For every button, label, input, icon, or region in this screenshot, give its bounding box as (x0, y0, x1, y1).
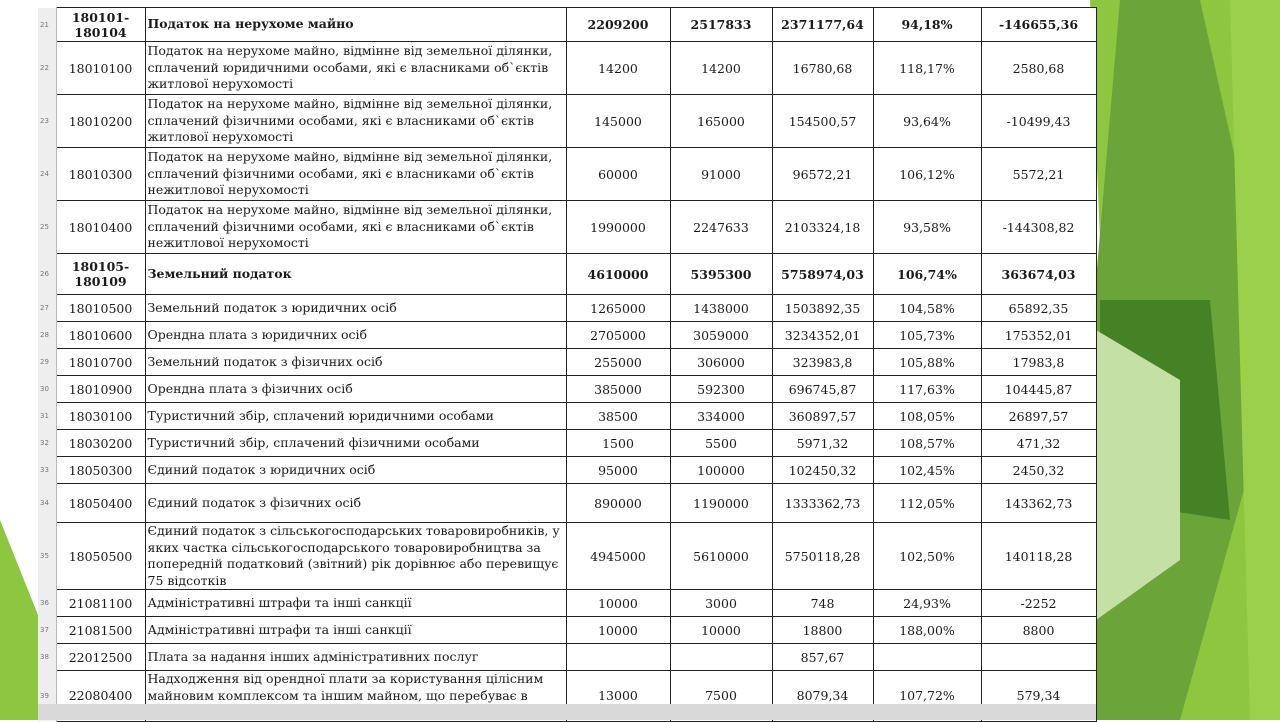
deviation-cell[interactable]: 175352,01 (981, 322, 1096, 349)
annual-plan-cell[interactable]: 2209200 (566, 8, 670, 42)
period-plan-cell[interactable]: 592300 (670, 376, 772, 403)
deviation-cell[interactable] (981, 644, 1096, 671)
row-number: 29 (38, 349, 56, 376)
income-name-cell[interactable]: Адміністративні штрафи та інші санкції (145, 590, 566, 617)
annual-plan-cell[interactable]: 1265000 (566, 295, 670, 322)
percent-cell[interactable]: 105,88% (873, 349, 981, 376)
deviation-cell[interactable]: 26897,57 (981, 403, 1096, 430)
actual-cell[interactable]: 18800 (772, 617, 873, 644)
annual-plan-cell[interactable]: 1500 (566, 430, 670, 457)
table-row (38, 403, 1096, 430)
row-number: 23 (38, 95, 56, 148)
budget-code-cell[interactable]: 18030100 (56, 403, 145, 430)
budget-code-cell[interactable]: 22080400 (56, 671, 145, 722)
income-name-cell[interactable]: Туристичний збір, сплачений фізичними особами (145, 430, 566, 457)
row-number: 38 (38, 644, 56, 671)
actual-cell[interactable]: 696745,87 (772, 376, 873, 403)
actual-cell[interactable]: 1503892,35 (772, 295, 873, 322)
deviation-cell[interactable]: 579,34 (981, 671, 1096, 722)
deviation-cell[interactable]: 65892,35 (981, 295, 1096, 322)
actual-cell[interactable]: 16780,68 (772, 42, 873, 95)
annual-plan-cell[interactable]: 10000 (566, 590, 670, 617)
row-number: 30 (38, 376, 56, 403)
deviation-cell[interactable]: 104445,87 (981, 376, 1096, 403)
row-number: 34 (38, 484, 56, 523)
table-row (38, 254, 1096, 295)
actual-cell[interactable]: 323983,8 (772, 349, 873, 376)
income-name-cell[interactable]: Надходження від орендної плати за користування цілісним майновим комплексом та іншим майном, що перебуває в (145, 671, 566, 722)
budget-code-cell[interactable]: 18050500 (56, 523, 145, 590)
income-name-cell[interactable]: Земельний податок (145, 254, 566, 295)
row-number: 33 (38, 457, 56, 484)
row-number: 28 (38, 322, 56, 349)
percent-cell[interactable]: 108,05% (873, 403, 981, 430)
budget-code-cell[interactable]: 180105-180109 (56, 254, 145, 295)
row-number: 39 (38, 671, 56, 722)
annual-plan-cell[interactable]: 14200 (566, 42, 670, 95)
row-number: 22 (38, 42, 56, 95)
income-name-cell[interactable]: Єдиний податок з фізичних осіб (145, 484, 566, 523)
deviation-cell[interactable]: 140118,28 (981, 523, 1096, 590)
deviation-cell[interactable]: -10499,43 (981, 95, 1096, 148)
row-number: 35 (38, 523, 56, 590)
income-name-cell[interactable]: Плата за надання інших адміністративних послуг (145, 644, 566, 671)
percent-cell[interactable]: 106,74% (873, 254, 981, 295)
row-number: 26 (38, 254, 56, 295)
budget-code-cell[interactable]: 18050400 (56, 484, 145, 523)
table-row (38, 617, 1096, 644)
actual-cell[interactable]: 154500,57 (772, 95, 873, 148)
income-name-cell[interactable]: Адміністративні штрафи та інші санкції (145, 617, 566, 644)
table-row (38, 95, 1096, 148)
income-name-cell[interactable]: Єдиний податок з юридичних осіб (145, 457, 566, 484)
table-row (38, 148, 1096, 201)
actual-cell[interactable]: 2103324,18 (772, 201, 873, 254)
period-plan-cell[interactable]: 14200 (670, 42, 772, 95)
budget-code-cell[interactable]: 21081500 (56, 617, 145, 644)
annual-plan-cell[interactable]: 13000 (566, 671, 670, 722)
actual-cell[interactable]: 857,67 (772, 644, 873, 671)
period-plan-cell[interactable]: 2247633 (670, 201, 772, 254)
budget-code-cell[interactable]: 18010700 (56, 349, 145, 376)
table-body (38, 8, 1096, 722)
period-plan-cell[interactable]: 10000 (670, 617, 772, 644)
income-name-cell[interactable]: Податок на нерухоме майно, відмінне від земельної ділянки, сплачений фізичними особами, які є власниками об`єктів нежитлової нерухомості (145, 148, 566, 201)
table-row (38, 322, 1096, 349)
actual-cell[interactable]: 748 (772, 590, 873, 617)
actual-cell[interactable]: 2371177,64 (772, 8, 873, 42)
sheet-bottom-strip (38, 704, 1096, 720)
table-row (38, 376, 1096, 403)
percent-cell[interactable]: 106,12% (873, 148, 981, 201)
income-name-cell[interactable]: Земельний податок з юридичних осіб (145, 295, 566, 322)
actual-cell[interactable]: 1333362,73 (772, 484, 873, 523)
period-plan-cell[interactable]: 334000 (670, 403, 772, 430)
period-plan-cell[interactable]: 306000 (670, 349, 772, 376)
table-row (38, 484, 1096, 523)
period-plan-cell[interactable]: 5500 (670, 430, 772, 457)
budget-code-cell[interactable]: 180101-180104 (56, 8, 145, 42)
table-row (38, 8, 1096, 42)
table-row (38, 295, 1096, 322)
budget-code-cell[interactable]: 18010600 (56, 322, 145, 349)
income-name-cell[interactable]: Податок на нерухоме майно (145, 8, 566, 42)
period-plan-cell[interactable]: 3059000 (670, 322, 772, 349)
table-row (38, 430, 1096, 457)
percent-cell[interactable]: 93,64% (873, 95, 981, 148)
percent-cell[interactable]: 188,00% (873, 617, 981, 644)
budget-code-cell[interactable]: 18030200 (56, 430, 145, 457)
annual-plan-cell[interactable]: 95000 (566, 457, 670, 484)
income-name-cell[interactable]: Податок на нерухоме майно, відмінне від земельної ділянки, сплачений фізичними особами, які є власниками об`єктів житлової нерухомості (145, 95, 566, 148)
deviation-cell[interactable]: -144308,82 (981, 201, 1096, 254)
spreadsheet-area (38, 7, 1096, 704)
deviation-cell[interactable]: 143362,73 (981, 484, 1096, 523)
table-row (38, 457, 1096, 484)
percent-cell[interactable]: 105,73% (873, 322, 981, 349)
table-row (38, 644, 1096, 671)
budget-code-cell[interactable]: 18010900 (56, 376, 145, 403)
period-plan-cell[interactable]: 7500 (670, 671, 772, 722)
annual-plan-cell[interactable]: 1990000 (566, 201, 670, 254)
row-number: 36 (38, 590, 56, 617)
budget-code-cell[interactable]: 21081100 (56, 590, 145, 617)
percent-cell[interactable]: 108,57% (873, 430, 981, 457)
percent-cell[interactable]: 117,63% (873, 376, 981, 403)
actual-cell[interactable]: 360897,57 (772, 403, 873, 430)
deviation-cell[interactable]: 471,32 (981, 430, 1096, 457)
row-number: 21 (38, 8, 56, 42)
percent-cell[interactable] (873, 644, 981, 671)
income-name-cell[interactable]: Орендна плата з фізичних осіб (145, 376, 566, 403)
period-plan-cell[interactable]: 1438000 (670, 295, 772, 322)
deviation-cell[interactable]: 2450,32 (981, 457, 1096, 484)
annual-plan-cell[interactable]: 10000 (566, 617, 670, 644)
table-row (38, 201, 1096, 254)
annual-plan-cell[interactable]: 255000 (566, 349, 670, 376)
table-row (38, 523, 1096, 590)
percent-cell[interactable]: 24,93% (873, 590, 981, 617)
table-row (38, 42, 1096, 95)
income-name-cell[interactable]: Туристичний збір, сплачений юридичними особами (145, 403, 566, 430)
budget-code-cell[interactable]: 22012500 (56, 644, 145, 671)
budget-code-cell[interactable]: 18010400 (56, 201, 145, 254)
percent-cell[interactable]: 93,58% (873, 201, 981, 254)
income-name-cell[interactable]: Орендна плата з юридичних осіб (145, 322, 566, 349)
income-name-cell[interactable]: Податок на нерухоме майно, відмінне від земельної ділянки, сплачений юридичними особами, які є власниками об`єктів житлової нерухомості (145, 42, 566, 95)
budget-code-cell[interactable]: 18010300 (56, 148, 145, 201)
row-number: 32 (38, 430, 56, 457)
period-plan-cell[interactable]: 165000 (670, 95, 772, 148)
table-row (38, 590, 1096, 617)
deviation-cell[interactable]: 2580,68 (981, 42, 1096, 95)
period-plan-cell[interactable]: 91000 (670, 148, 772, 201)
deviation-cell[interactable]: -146655,36 (981, 8, 1096, 42)
deviation-cell[interactable]: 8800 (981, 617, 1096, 644)
actual-cell[interactable]: 96572,21 (772, 148, 873, 201)
period-plan-cell[interactable]: 2517833 (670, 8, 772, 42)
budget-code-cell[interactable]: 18010500 (56, 295, 145, 322)
percent-cell[interactable]: 104,58% (873, 295, 981, 322)
row-number: 27 (38, 295, 56, 322)
period-plan-cell[interactable] (670, 644, 772, 671)
percent-cell[interactable]: 107,72% (873, 671, 981, 722)
deviation-cell[interactable]: -2252 (981, 590, 1096, 617)
annual-plan-cell[interactable] (566, 644, 670, 671)
deviation-cell[interactable]: 5572,21 (981, 148, 1096, 201)
table-row (38, 349, 1096, 376)
actual-cell[interactable]: 102450,32 (772, 457, 873, 484)
actual-cell[interactable]: 5971,32 (772, 430, 873, 457)
budget-code-cell[interactable]: 18050300 (56, 457, 145, 484)
deviation-cell[interactable]: 17983,8 (981, 349, 1096, 376)
annual-plan-cell[interactable]: 385000 (566, 376, 670, 403)
percent-cell[interactable]: 118,17% (873, 42, 981, 95)
actual-cell[interactable]: 5758974,03 (772, 254, 873, 295)
percent-cell[interactable]: 94,18% (873, 8, 981, 42)
period-plan-cell[interactable]: 100000 (670, 457, 772, 484)
income-name-cell[interactable]: Податок на нерухоме майно, відмінне від земельної ділянки, сплачений фізичними особами, які є власниками об`єктів нежитлової нерухомості (145, 201, 566, 254)
annual-plan-cell[interactable]: 38500 (566, 403, 670, 430)
percent-cell[interactable]: 102,50% (873, 523, 981, 590)
annual-plan-cell[interactable]: 4610000 (566, 254, 670, 295)
annual-plan-cell[interactable]: 145000 (566, 95, 670, 148)
period-plan-cell[interactable]: 5610000 (670, 523, 772, 590)
actual-cell[interactable]: 8079,34 (772, 671, 873, 722)
actual-cell[interactable]: 5750118,28 (772, 523, 873, 590)
percent-cell[interactable]: 102,45% (873, 457, 981, 484)
annual-plan-cell[interactable]: 60000 (566, 148, 670, 201)
income-name-cell[interactable]: Єдиний податок з сільськогосподарських товаровиробників, у яких частка сільськогосподарського товаровиробництва за попередній податковий (звітний) рік дорівнює або перевищує 75 відсотків (145, 523, 566, 590)
budget-code-cell[interactable]: 18010100 (56, 42, 145, 95)
period-plan-cell[interactable]: 1190000 (670, 484, 772, 523)
income-name-cell[interactable]: Земельний податок з фізичних осіб (145, 349, 566, 376)
annual-plan-cell[interactable]: 4945000 (566, 523, 670, 590)
annual-plan-cell[interactable]: 2705000 (566, 322, 670, 349)
percent-cell[interactable]: 112,05% (873, 484, 981, 523)
row-number: 25 (38, 201, 56, 254)
row-number: 31 (38, 403, 56, 430)
row-number: 24 (38, 148, 56, 201)
period-plan-cell[interactable]: 5395300 (670, 254, 772, 295)
annual-plan-cell[interactable]: 890000 (566, 484, 670, 523)
budget-table (38, 7, 1097, 722)
actual-cell[interactable]: 3234352,01 (772, 322, 873, 349)
deviation-cell[interactable]: 363674,03 (981, 254, 1096, 295)
period-plan-cell[interactable]: 3000 (670, 590, 772, 617)
budget-code-cell[interactable]: 18010200 (56, 95, 145, 148)
row-number: 37 (38, 617, 56, 644)
